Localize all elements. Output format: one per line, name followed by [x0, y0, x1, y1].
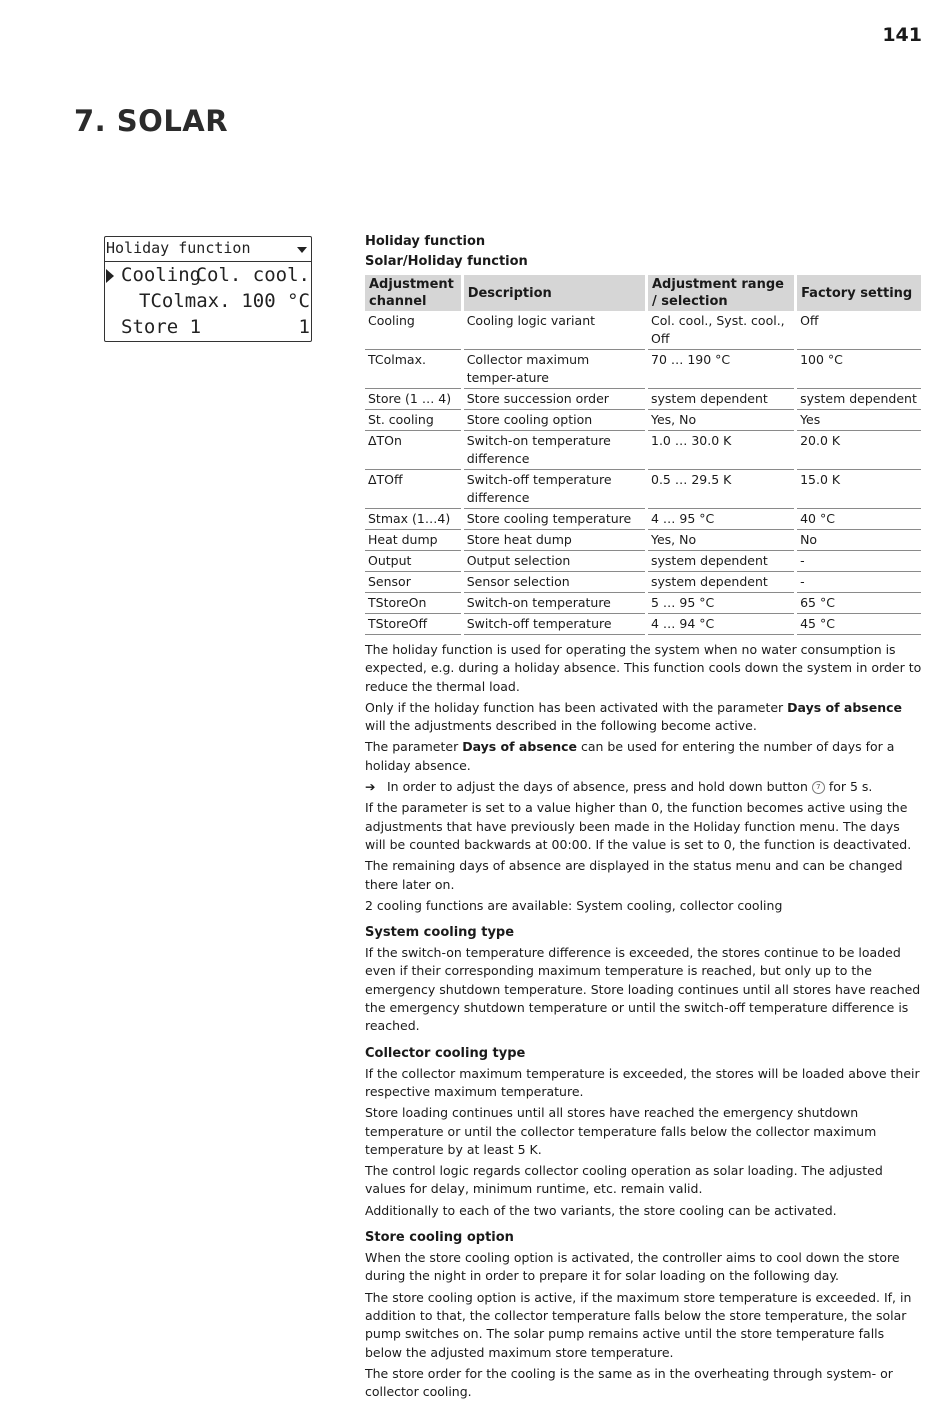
- table-cell: TStoreOn: [365, 593, 461, 614]
- table-cell: Sensor: [365, 572, 461, 593]
- arrow-right-icon: ➔: [365, 779, 376, 795]
- table-row: [365, 572, 921, 593]
- table-cell: 4 … 94 °C: [648, 614, 794, 635]
- button-7-icon: 7: [812, 781, 825, 794]
- paragraph: If the collector maximum temperature is exceeded, the stores will be loaded above their respective maximum temperature.: [365, 1065, 920, 1099]
- table-cell: system dependent: [648, 551, 794, 572]
- page-number: 141: [882, 24, 922, 46]
- table-cell: 100 °C: [797, 350, 921, 389]
- table-cell: No: [797, 530, 921, 551]
- paragraph: Only if the holiday function has been activated with the parameter Days of absence will the adjustments described in the following become active.: [365, 699, 902, 734]
- table-cell: Output: [365, 551, 461, 572]
- table-row: [365, 614, 921, 635]
- lcd-display: [104, 236, 312, 342]
- table-cell: ΔTOff: [365, 470, 461, 509]
- table-cell: 1.0 … 30.0 K: [648, 431, 794, 470]
- table-header-row: [365, 275, 921, 311]
- table-row: [365, 551, 921, 572]
- table-row: [365, 311, 921, 350]
- paragraph: The parameter Days of absence can be used for entering the number of days for a holiday absence.: [365, 739, 895, 773]
- section-title: Holiday function: [365, 234, 486, 249]
- paragraph: If the parameter is set to a value higher than 0, the function becomes active using the adjustments that have previously been made in the Holiday function menu. The days will be counted backwards at 00:00. If the value is set to 0, the function is deactivated.: [365, 800, 912, 852]
- table-row: [365, 593, 921, 614]
- table-cell: Yes: [797, 410, 921, 431]
- table-cell: 15.0 K: [797, 470, 921, 509]
- paragraph: Additionally to each of the two variants, the store cooling can be activated.: [365, 1202, 837, 1218]
- table-cell: Cooling logic variant: [464, 311, 645, 350]
- main-content: [365, 232, 923, 1404]
- table-row: [365, 350, 921, 389]
- paragraph: The control logic regards collector cooling operation as solar loading. The adjusted values for delay, minimum runtime, etc. remain valid.: [365, 1163, 883, 1197]
- table-cell: 4 … 95 °C: [648, 509, 794, 530]
- table-cell: 5 … 95 °C: [648, 593, 794, 614]
- subheading-store-cooling: Store cooling option: [365, 1230, 514, 1246]
- table-cell: 45 °C: [797, 614, 921, 635]
- table-cell: Store cooling option: [464, 410, 645, 431]
- table-cell: Store (1 … 4): [365, 389, 461, 410]
- paragraph: The remaining days of absence are displayed in the status menu and can be changed there later on.: [365, 858, 903, 892]
- table-cell: 65 °C: [797, 593, 921, 614]
- table-cell: Store cooling temperature: [464, 509, 645, 530]
- table-cell: Switch-off temperature: [464, 614, 645, 635]
- table-header: Description: [464, 275, 645, 311]
- table-cell: Yes, No: [648, 410, 794, 431]
- table-header: Adjustment channel: [365, 275, 461, 311]
- paragraph: If the switch-on temperature difference is exceeded, the stores continue to be loaded even if their corresponding maximum temperature is reached, but only up to the emergency shutdown temperature. Store loading continues until all stores have reached the emergency shutdown temperature or until the switch-off temperature difference is reached.: [365, 945, 921, 1034]
- table-row: [365, 431, 921, 470]
- table-cell: Store heat dump: [464, 530, 645, 551]
- table-row: [365, 410, 921, 431]
- cursor-arrow-icon: [106, 269, 114, 283]
- table-cell: system dependent: [648, 389, 794, 410]
- lcd-header: [105, 237, 311, 262]
- table-cell: Output selection: [464, 551, 645, 572]
- table-row: [365, 389, 921, 410]
- settings-table: [362, 275, 924, 635]
- scroll-down-icon: [297, 247, 307, 253]
- table-cell: Collector maximum temper-ature: [464, 350, 645, 389]
- table-cell: 70 … 190 °C: [648, 350, 794, 389]
- paragraph: The store order for the cooling is the same as in the overheating through system- or collector cooling.: [365, 1365, 893, 1400]
- table-cell: 20.0 K: [797, 431, 921, 470]
- table-cell: system dependent: [648, 572, 794, 593]
- table-cell: Store succession order: [464, 389, 645, 410]
- table-cell: Off: [797, 311, 921, 350]
- table-cell: 40 °C: [797, 509, 921, 530]
- table-row: [365, 470, 921, 509]
- table-cell: 0.5 … 29.5 K: [648, 470, 794, 509]
- table-cell: Sensor selection: [464, 572, 645, 593]
- section-subtitle: Solar/Holiday function: [365, 254, 528, 269]
- table-row: [365, 530, 921, 551]
- table-header: Factory setting: [797, 275, 921, 311]
- subheading-system-cooling: System cooling type: [365, 925, 515, 941]
- paragraph: When the store cooling option is activated, the controller aims to cool down the store during the night in order to prepare it for solar loading on the following day.: [365, 1250, 900, 1284]
- table-cell: -: [797, 572, 921, 593]
- table-cell: -: [797, 551, 921, 572]
- table-cell: Yes, No: [648, 530, 794, 551]
- paragraph: 2 cooling functions are available: System cooling, collector cooling: [365, 897, 783, 913]
- table-header: Adjustment range / selection: [648, 275, 794, 311]
- lcd-row1-label: Cooling: [121, 264, 202, 286]
- table-cell: Cooling: [365, 311, 461, 350]
- lcd-row3-value: 1: [298, 316, 310, 338]
- table-cell: Col. cool., Syst. cool., Off: [648, 311, 794, 350]
- table-cell: TStoreOff: [365, 614, 461, 635]
- table-cell: St. cooling: [365, 410, 461, 431]
- instruction-bullet: ➔ In order to adjust the days of absence, press and hold down button 7 for 5 s.: [365, 778, 923, 796]
- subheading-collector-cooling: Collector cooling type: [365, 1045, 526, 1061]
- lcd-header-title: Holiday function: [106, 239, 251, 257]
- table-cell: Heat dump: [365, 530, 461, 551]
- table-cell: Stmax (1…4): [365, 509, 461, 530]
- lcd-row1-value: Col. cool.: [195, 264, 310, 286]
- table-cell: Switch-off temperature difference: [464, 470, 645, 509]
- lcd-row2-value: 100 °C: [241, 290, 310, 312]
- chapter-title: 7. SOLAR: [74, 104, 229, 138]
- table-cell: TColmax.: [365, 350, 461, 389]
- lcd-row3-label: Store 1: [121, 316, 202, 338]
- table-cell: ΔTOn: [365, 431, 461, 470]
- paragraph: Store loading continues until all stores have reached the emergency shutdown temperature or until the collector temperature falls below the collector maximum temperature by at least 5 K.: [365, 1105, 877, 1157]
- lcd-row2-label: TColmax.: [139, 290, 231, 312]
- paragraph: The store cooling option is active, if the maximum store temperature is exceeded. If, in addition to that, the collector temperature falls below the store temperature, the solar pump switches on. The solar pump remains active until the store temperature falls below the adjusted maximum store temperature.: [365, 1289, 912, 1360]
- table-cell: system dependent: [797, 389, 921, 410]
- table-row: [365, 509, 921, 530]
- table-cell: Switch-on temperature: [464, 593, 645, 614]
- table-cell: Switch-on temperature difference: [464, 431, 645, 470]
- paragraph: The holiday function is used for operating the system when no water consumption is expected, e.g. during a holiday absence. This function cools down the system in order to reduce the thermal load.: [365, 642, 922, 694]
